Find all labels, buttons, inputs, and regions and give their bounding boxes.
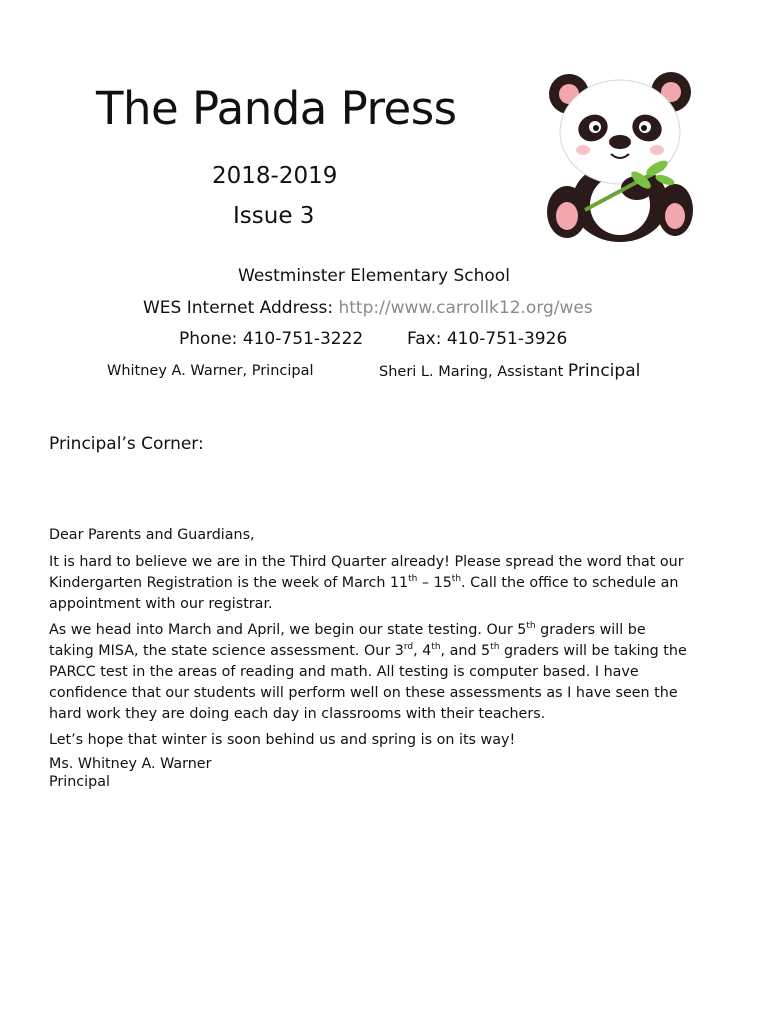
web-label: WES Internet Address: [143,298,339,318]
para2-sup-b: rd [403,642,414,653]
letter-greeting: Dear Parents and Guardians, [49,527,255,543]
assistant-name-text: Sheri L. Maring, Assistant [379,364,568,380]
assistant-title-text: Principal [567,361,641,381]
para2-sup-c: th [431,642,441,653]
para1-sup-a: th [408,574,418,585]
school-phone: Phone: 410-751-3222 [179,329,364,349]
panda-mascot-icon [545,70,695,245]
school-fax: Fax: 410-751-3926 [407,329,568,349]
para1-text-c: . Call the office to schedule an appointment with our registrar. [49,575,679,612]
letter-paragraph: Let’s hope that winter is soon behind us and spring is on its way! [49,732,516,748]
para2-text-b: graders will be taking MISA, the state science assessment. Our 3 [49,622,646,659]
web-url-link[interactable]: http://www.carrollk12.org/wes [338,298,593,318]
newsletter-title: The Panda Press [96,82,457,135]
school-web-address [143,298,593,318]
para2-text-a: As we head into March and April, we begin our state testing. Our 5 [49,622,527,638]
letter-paragraph [49,620,689,725]
para2-sup-a: th [526,621,536,632]
letter-signature [49,755,689,791]
para1-text-b: – 15 [417,575,452,591]
letter-paragraph [49,552,689,615]
assistant-principal-name [379,361,640,381]
signature-title: Principal [49,774,110,790]
principal-name: Whitney A. Warner, Principal [107,363,314,379]
para2-text-c: , 4 [413,643,432,659]
issue-number: Issue 3 [233,203,315,229]
para2-text-e: graders will be taking the PARCC test in the areas of reading and math. All testing is computer based. I have confidence that our students will perform well on these assessments as I have seen the hard work they are doing each day in classrooms with their teachers. [49,643,687,722]
school-year: 2018-2019 [212,163,338,189]
school-name: Westminster Elementary School [238,266,510,286]
signature-name: Ms. Whitney A. Warner [49,756,212,772]
para1-sup-b: th [451,574,462,585]
para2-sup-d: th [490,642,500,653]
para2-text-d: , and 5 [440,643,491,659]
section-heading: Principal’s Corner: [49,434,204,454]
para1-text-a: It is hard to believe we are in the Third Quarter already! Please spread the word that our Kindergarten Registration is the week of March 11 [49,554,684,591]
